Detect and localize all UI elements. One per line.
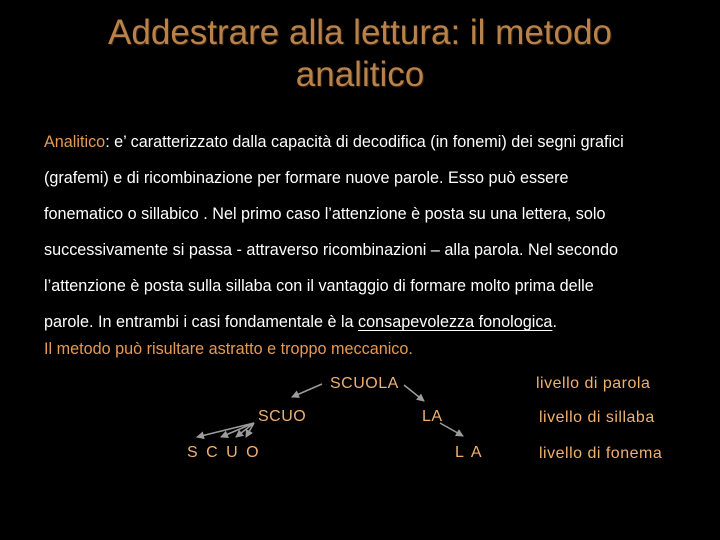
- paragraph-line-5: l’attenzione è posta sulla sillaba con il vantaggio di formare molto prima delle: [44, 277, 594, 295]
- conclusion-text: Il metodo può risultare astratto e troppo meccanico.: [44, 340, 413, 358]
- word-scuola: SCUOLA: [330, 375, 399, 392]
- line-6-start: parole. In entrambi i casi fondamentale è la: [44, 313, 359, 331]
- paragraph-line-2: (grafemi) e di ricombinazione per formare nuove parole. Esso può essere: [44, 169, 569, 187]
- level-word-label: livello di parola: [536, 375, 651, 392]
- consapevolezza-fonologica-link[interactable]: consapevolezza fonologica: [358, 313, 553, 331]
- paragraph-line-4: successivamente si passa - attraverso ricombinazioni – alla parola. Nel secondo: [44, 241, 619, 259]
- paragraph-line-3: fonematico o sillabico . Nel primo caso l’attenzione è posta su una lettera, solo: [44, 205, 606, 223]
- title-line-1: Addestrare alla lettura: il metodo: [108, 13, 612, 52]
- arrow-scuola-to-la: [404, 385, 424, 401]
- line-1-text: : e’ caratterizzato dalla capacità di decodifica (in fonemi) dei segni grafici: [105, 133, 624, 151]
- line-6-end: .: [552, 313, 557, 331]
- syllable-la: LA: [422, 408, 443, 425]
- level-phoneme-label: livello di fonema: [539, 445, 663, 462]
- arrow-scuola-to-scuo: [292, 384, 322, 397]
- phonemes-s-c-u-o: S C U O: [187, 444, 261, 461]
- title-line-2: analitico: [295, 55, 425, 94]
- arrow-la-to-l: [440, 423, 463, 436]
- level-syllable-label: livello di sillaba: [539, 409, 655, 426]
- term-analitico: Analitico: [44, 133, 106, 151]
- phonemes-l-a: L A: [455, 444, 484, 461]
- syllable-scuo: SCUO: [258, 408, 307, 425]
